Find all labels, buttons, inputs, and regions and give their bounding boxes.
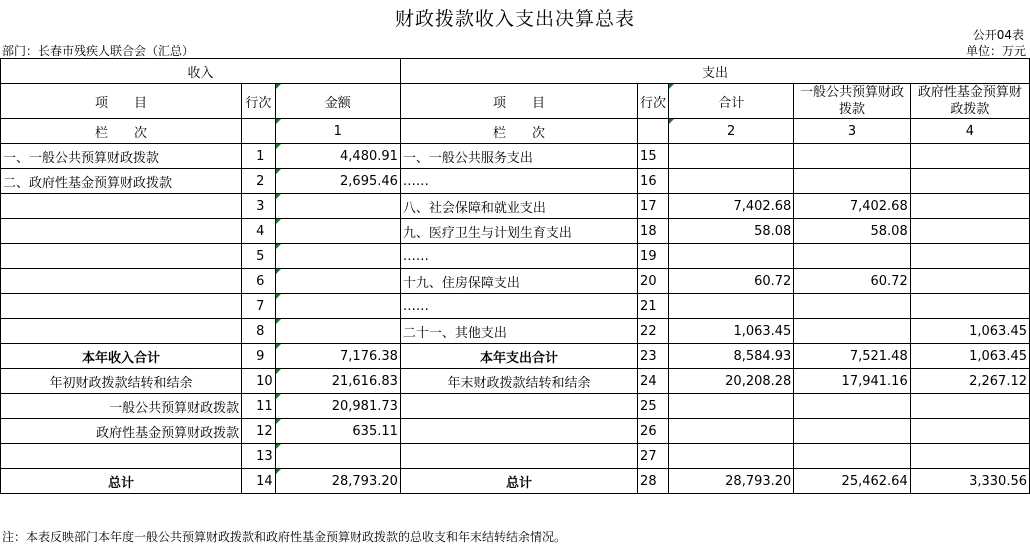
income-amount-cell: 4,480.91 — [275, 144, 400, 169]
table-row — [1, 344, 1030, 369]
expense-total-cell — [669, 294, 794, 319]
table-row — [1, 244, 1030, 269]
expense-rowno-cell: 21 — [638, 294, 669, 319]
expense-rowno-cell: 24 — [638, 369, 669, 394]
income-item-cell — [1, 194, 242, 219]
income-amount-cell — [275, 244, 400, 269]
income-rowno-blank — [242, 119, 276, 144]
expense-rowno-cell: 16 — [638, 169, 669, 194]
department-label: 部门：长春市残疾人联合会（汇总） — [2, 44, 195, 58]
income-item-cell — [1, 294, 242, 319]
expense-total-cell — [669, 394, 794, 419]
footnote: 注：本表反映部门本年度一般公共预算财政拨款和政府性基金预算财政拨款的总收支和年末结转结余情况。 — [2, 530, 567, 544]
expense-total-cell: 28,793.20 — [669, 469, 794, 494]
gov-fund-budget-header: 政府性基金预算财政拨款 — [910, 84, 1029, 119]
income-item-cell: 年初财政拨款结转和结余 — [1, 369, 242, 394]
income-rowno-cell: 10 — [242, 369, 276, 394]
expense-fund-cell — [910, 269, 1029, 294]
expense-total-cell: 7,402.68 — [669, 194, 794, 219]
table-row — [1, 194, 1030, 219]
income-rowno-header: 行次 — [242, 84, 276, 119]
expense-fund-cell: 1,063.45 — [910, 319, 1029, 344]
expense-general-cell: 25,462.64 — [794, 469, 910, 494]
income-item-cell — [1, 269, 242, 294]
expense-section-header: 支出 — [400, 59, 1029, 84]
table-row — [1, 219, 1030, 244]
col-number-3: 3 — [794, 119, 910, 144]
income-rowno-cell: 2 — [242, 169, 276, 194]
expense-fund-cell: 1,063.45 — [910, 344, 1029, 369]
income-rowno-cell: 7 — [242, 294, 276, 319]
expense-general-cell: 58.08 — [794, 219, 910, 244]
income-item-cell — [1, 244, 242, 269]
expense-rowno-cell: 18 — [638, 219, 669, 244]
income-amount-cell — [275, 269, 400, 294]
expense-fund-cell — [910, 219, 1029, 244]
income-amount-cell: 21,616.83 — [275, 369, 400, 394]
income-rowno-cell: 5 — [242, 244, 276, 269]
expense-total-cell: 58.08 — [669, 219, 794, 244]
income-item-cell — [1, 319, 242, 344]
income-item-cell: 二、政府性基金预算财政拨款 — [1, 169, 242, 194]
header-row-column-numbers — [1, 119, 1030, 144]
income-rowno-cell: 8 — [242, 319, 276, 344]
expense-rowno-cell: 26 — [638, 419, 669, 444]
col-number-1: 1 — [275, 119, 400, 144]
expense-total-cell — [669, 169, 794, 194]
table-row — [1, 369, 1030, 394]
expense-general-cell — [794, 144, 910, 169]
expense-item-cell — [400, 394, 637, 419]
expense-item-cell: 本年支出合计 — [400, 344, 637, 369]
expense-general-cell — [794, 294, 910, 319]
table-body — [1, 144, 1030, 494]
expense-item-cell: 九、医疗卫生与计划生育支出 — [400, 219, 637, 244]
income-item-header: 项 目 — [1, 84, 242, 119]
expense-item-cell: 二十一、其他支出 — [400, 319, 637, 344]
expense-rowno-cell: 27 — [638, 444, 669, 469]
income-section-header: 收入 — [1, 59, 401, 84]
expense-general-cell — [794, 419, 910, 444]
expense-total-cell: 1,063.45 — [669, 319, 794, 344]
income-item-cell: 一、一般公共预算财政拨款 — [1, 144, 242, 169]
expense-item-cell: 十九、住房保障支出 — [400, 269, 637, 294]
expense-fund-cell — [910, 419, 1029, 444]
income-amount-cell — [275, 194, 400, 219]
income-rowno-cell: 13 — [242, 444, 276, 469]
expense-item-cell: 八、社会保障和就业支出 — [400, 194, 637, 219]
income-amount-cell — [275, 294, 400, 319]
expense-general-cell: 17,941.16 — [794, 369, 910, 394]
unit-label: 单位：万元 — [965, 44, 1026, 58]
expense-general-cell — [794, 169, 910, 194]
income-amount-cell — [275, 219, 400, 244]
expense-item-cell: …… — [400, 294, 637, 319]
expense-general-cell — [794, 319, 910, 344]
expense-rowno-cell: 15 — [638, 144, 669, 169]
expense-item-cell: 一、一般公共服务支出 — [400, 144, 637, 169]
general-budget-header: 一般公共预算财政拨款 — [794, 84, 910, 119]
table-row — [1, 169, 1030, 194]
expense-fund-cell: 2,267.12 — [910, 369, 1029, 394]
expense-total-cell — [669, 244, 794, 269]
table-row — [1, 319, 1030, 344]
expense-fund-cell: 3,330.56 — [910, 469, 1029, 494]
settlement-table — [0, 58, 1030, 494]
col-number-4: 4 — [910, 119, 1029, 144]
expense-rowno-cell: 28 — [638, 469, 669, 494]
expense-item-header: 项 目 — [400, 84, 637, 119]
income-item-cell — [1, 219, 242, 244]
col-number-2: 2 — [669, 119, 794, 144]
income-item-cell: 政府性基金预算财政拨款 — [1, 419, 242, 444]
expense-rowno-cell: 19 — [638, 244, 669, 269]
table-row — [1, 469, 1030, 494]
income-amount-header: 金额 — [275, 84, 400, 119]
expense-general-cell — [794, 444, 910, 469]
expense-total-cell: 8,584.93 — [669, 344, 794, 369]
expense-total-header: 合计 — [669, 84, 794, 119]
income-item-cell: 总计 — [1, 469, 242, 494]
income-rowno-cell: 1 — [242, 144, 276, 169]
income-rowno-cell: 3 — [242, 194, 276, 219]
expense-total-cell: 60.72 — [669, 269, 794, 294]
income-rowno-cell: 4 — [242, 219, 276, 244]
expense-item-cell: …… — [400, 169, 637, 194]
expense-rowno-cell: 17 — [638, 194, 669, 219]
expense-item-cell: …… — [400, 244, 637, 269]
income-amount-cell: 20,981.73 — [275, 394, 400, 419]
income-amount-cell: 635.11 — [275, 419, 400, 444]
expense-total-cell — [669, 419, 794, 444]
expense-rowno-cell: 22 — [638, 319, 669, 344]
expense-general-cell — [794, 244, 910, 269]
expense-item-cell: 总计 — [400, 469, 637, 494]
expense-general-cell: 7,521.48 — [794, 344, 910, 369]
expense-general-cell: 7,402.68 — [794, 194, 910, 219]
expense-rowno-blank — [638, 119, 669, 144]
table-row — [1, 144, 1030, 169]
income-item-cell: 一般公共预算财政拨款 — [1, 394, 242, 419]
income-rowno-cell: 14 — [242, 469, 276, 494]
expense-rowno-header: 行次 — [638, 84, 669, 119]
expense-item-cell — [400, 419, 637, 444]
table-row — [1, 394, 1030, 419]
expense-general-cell — [794, 394, 910, 419]
report-title: 财政拨款收入支出决算总表 — [394, 8, 635, 30]
income-amount-cell: 7,176.38 — [275, 344, 400, 369]
table-row — [1, 444, 1030, 469]
expense-total-cell: 20,208.28 — [669, 369, 794, 394]
income-amount-cell: 28,793.20 — [275, 469, 400, 494]
expense-fund-cell — [910, 194, 1029, 219]
expense-total-cell — [669, 444, 794, 469]
form-number: 公开04表 — [972, 28, 1024, 42]
table-row — [1, 294, 1030, 319]
income-amount-cell: 2,695.46 — [275, 169, 400, 194]
income-rowno-cell: 11 — [242, 394, 276, 419]
expense-fund-cell — [910, 144, 1029, 169]
header-row-sections — [1, 59, 1030, 84]
income-rowno-cell: 6 — [242, 269, 276, 294]
expense-total-cell — [669, 144, 794, 169]
expense-rowno-cell: 25 — [638, 394, 669, 419]
expense-fund-cell — [910, 169, 1029, 194]
expense-fund-cell — [910, 294, 1029, 319]
income-amount-cell — [275, 444, 400, 469]
expense-rowno-cell: 23 — [638, 344, 669, 369]
expense-item-cell — [400, 444, 637, 469]
income-item-cell — [1, 444, 242, 469]
income-rowno-cell: 9 — [242, 344, 276, 369]
expense-column-label: 栏 次 — [400, 119, 637, 144]
expense-fund-cell — [910, 394, 1029, 419]
income-column-label: 栏 次 — [1, 119, 242, 144]
header-row-columns — [1, 84, 1030, 119]
table-row — [1, 419, 1030, 444]
expense-item-cell: 年末财政拨款结转和结余 — [400, 369, 637, 394]
income-item-cell: 本年收入合计 — [1, 344, 242, 369]
income-rowno-cell: 12 — [242, 419, 276, 444]
expense-fund-cell — [910, 244, 1029, 269]
expense-general-cell: 60.72 — [794, 269, 910, 294]
table-row — [1, 269, 1030, 294]
expense-fund-cell — [910, 444, 1029, 469]
income-amount-cell — [275, 319, 400, 344]
expense-rowno-cell: 20 — [638, 269, 669, 294]
